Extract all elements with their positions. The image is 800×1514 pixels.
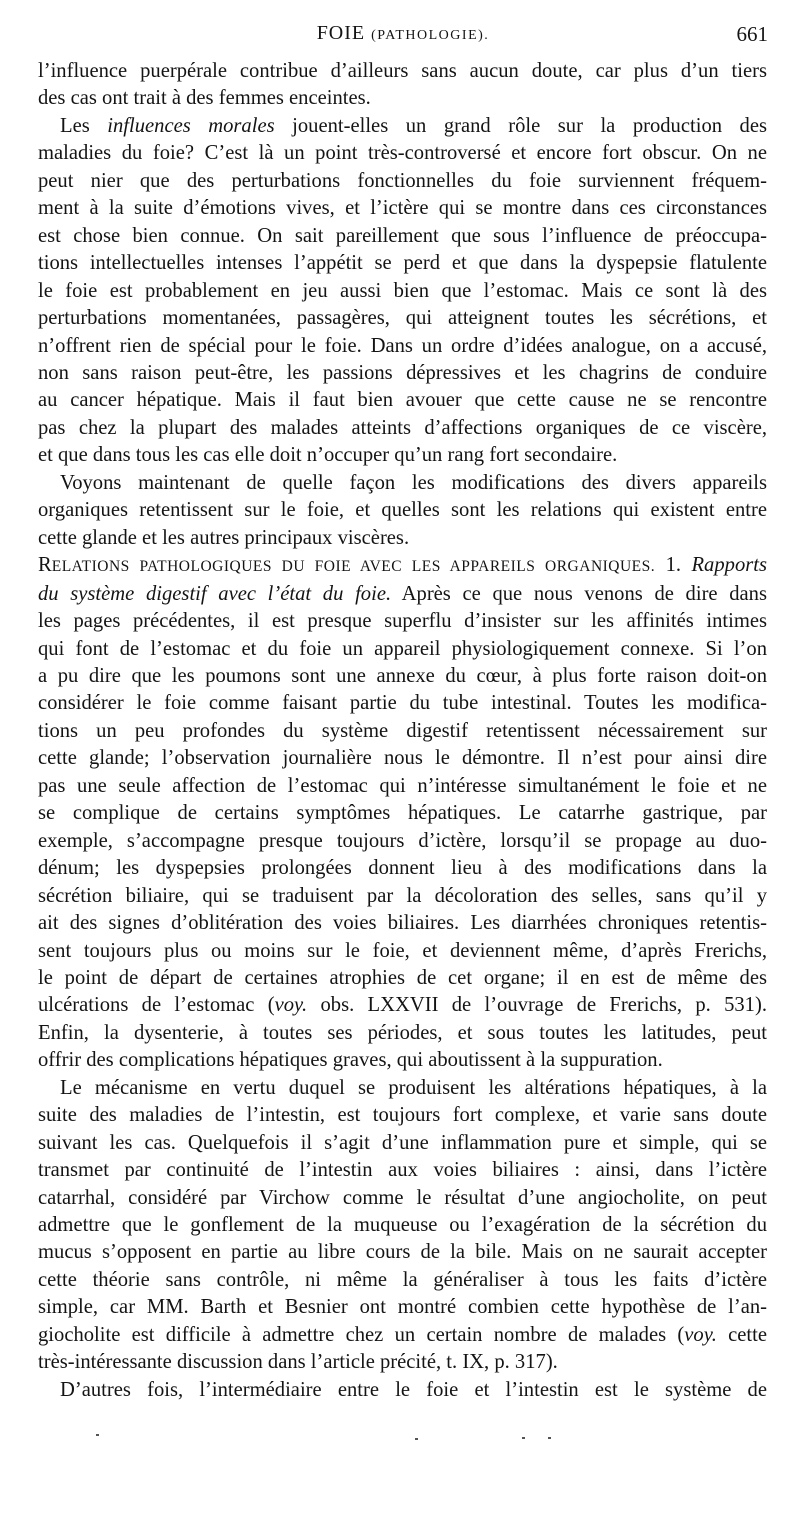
emphasis-text: influences morales [107,114,275,137]
text-line [38,1185,767,1212]
text-line [38,113,767,140]
running-title-subtitle: (PATHOLOGIE). [371,28,490,43]
line-text: n’offrent rien de spécial pour le foie. Dans un ordre d’idées analogue, on a accusé, [38,334,767,357]
text-line [38,250,767,277]
line-text: qui font de l’estomac et du foie un appareil physiologiquement connexe. Si l’on [38,637,767,660]
line-text: cette [716,1323,768,1346]
scan-speck [96,1434,99,1436]
line-text: Voyons maintenant de quelle façon les modifications des divers appareils [60,471,767,494]
page-number: 661 [736,22,768,46]
text-line [38,58,767,85]
line-text: cette glande et les autres principaux viscères. [38,526,410,549]
line-text: organiques retentissent sur le foie, et quelles sont les relations qui existent entre [38,499,767,522]
line-text: a pu dire que les poumons sont une annexe du cœur, à plus forte raison doit-on [38,664,767,687]
line-text: offrir des complications hépatiques graves, qui aboutissent à la suppuration. [38,1049,663,1072]
line-text: tions intellectuelles intenses l’appétit se perd et que dans la dyspepsie flatulente [38,252,767,275]
line-text: suivant les cas. Quelquefois il s’agit d’une inflammation pure et simple, qui se [38,1131,767,1154]
text-line [38,745,767,772]
text-line [38,1047,767,1074]
line-text: giocholite est difficile à admettre chez un certain nombre de malades ( [38,1323,685,1346]
body-text [38,58,767,1404]
line-text: catarrhal, considéré par Virchow comme le résultat d’une angiocholite, on peut [38,1186,767,1209]
line-text: simple, car MM. Barth et Besnier ont montré combien cette hypothèse de l’an- [38,1296,767,1319]
line-text: pas une seule affection de l’estomac qui n’intéresse simultanément le foie et ne [38,774,767,797]
line-text: admettre que le gonflement de la muqueuse ou l’exagération de la sécrétion du [38,1214,767,1237]
text-line [38,910,767,937]
line-text: des cas ont trait à des femmes enceintes. [38,87,371,110]
running-title [38,22,768,45]
text-line [38,525,767,552]
line-text: Enfin, la dysenterie, à toutes ses périodes, et sous toutes les latitudes, peut [38,1021,767,1044]
line-text: très-intéressante discussion dans l’article précité, t. IX, p. 317). [38,1351,558,1374]
text-line [38,965,767,992]
text-line [38,1377,767,1404]
line-text: cette théorie sans contrôle, ni même la généraliser à tous les faits d’ictère [38,1268,767,1291]
line-text: sent toujours plus ou moins sur le foie, et deviennent même, d’après Frerichs, [38,939,767,962]
text-line [38,718,767,745]
text-line [38,442,767,469]
text-line [38,1239,767,1266]
text-line [38,1212,767,1239]
emphasis-text: Rapports [691,554,767,577]
line-text: sécrétion biliaire, qui se traduisent par la décoloration des selles, sans qu’il y [38,884,767,907]
text-line [38,1020,767,1047]
line-text: considérer le foie comme faisant partie du tube intestinal. Toutes les modifica- [38,692,767,715]
line-text: obs. LXXVII de l’ouvrage de Frerichs, p. 531). [307,994,767,1017]
line-text: pas chez la plupart des malades atteints d’affections organiques de ce viscère, [38,416,767,439]
text-line [38,608,767,635]
line-text: 1. [655,554,692,577]
text-line [38,773,767,800]
text-line [38,415,767,442]
text-line [38,1157,767,1184]
section-heading-initial: R [38,554,52,577]
text-line [38,992,767,1019]
text-line [38,470,767,497]
line-text: peut nier que des perturbations fonctionnelles du foie surviennent fréquem- [38,169,767,192]
line-text: exemple, s’accompagne presque toujours d’ictère, lorsqu’il se propage au duo- [38,829,767,852]
running-header [38,22,768,50]
text-line [38,1075,767,1102]
text-line [38,140,767,167]
line-text: Les [60,114,108,137]
line-text: et que dans tous les cas elle doit n’occuper qu’un rang fort secondaire. [38,444,618,467]
text-line [38,938,767,965]
line-text: le foie est probablement en jeu aussi bien que l’estomac. Mais ce sont là des [38,279,767,302]
text-line [38,855,767,882]
text-line [38,883,767,910]
text-line [38,278,767,305]
line-text: Le mécanisme en vertu duquel se produisent les altérations hépatiques, à la [60,1076,767,1099]
text-line [38,223,767,250]
section-heading: ELATIONS PATHOLOGIQUES DU FOIE AVEC LES APPAREILS ORGANIQUES. [51,558,656,576]
line-text: les pages précédentes, il est presque superflu d’insister sur les affinités intimes [38,610,767,633]
text-line [38,195,767,222]
text-line [38,1349,767,1376]
text-line [38,360,767,387]
line-text: l’influence puerpérale contribue d’ailleurs sans aucun doute, car plus d’un tiers [38,60,767,82]
text-line [38,168,767,195]
line-text: ment à la suite d’émotions vives, et l’ictère qui se montre dans ces circonstances [38,197,767,220]
line-text: cette glande; l’observation journalière nous le démontre. Il n’est pour ainsi dire [38,747,767,770]
text-line [38,1102,767,1129]
text-line [38,305,767,332]
line-text: le point de départ de certaines atrophies de cet organe; il en est de même des [38,966,767,989]
scan-marks [0,1430,800,1450]
line-text: ait des signes d’oblitération des voies biliaires. Les diarrhées chroniques retentis- [38,912,767,935]
emphasis-text: du système digestif avec l’état du foie. [38,582,392,605]
line-text: dénum; les dyspepsies prolongées donnent lieu à des modifications dans la [38,857,767,880]
line-text: ulcérations de l’estomac ( [38,994,275,1017]
text-line [38,497,767,524]
text-line [38,1294,767,1321]
text-line [38,333,767,360]
line-text: D’autres fois, l’intermédiaire entre le foie et l’intestin est le système de [60,1378,767,1401]
scan-speck [522,1437,525,1439]
line-text: au cancer hépatique. Mais il faut bien avouer que cette cause ne se rencontre [38,389,767,412]
text-line [38,636,767,663]
text-line [38,663,767,690]
running-title-main: FOIE [316,22,366,44]
line-text: maladies du foie? C’est là un point très-controversé et encore fort obscur. On ne [38,142,767,165]
text-line [38,552,767,580]
line-text: jouent-elles un grand rôle sur la production des [274,114,768,137]
scan-speck [415,1438,418,1440]
text-line [38,1322,767,1349]
emphasis-text: voy. [274,994,308,1017]
text-line [38,690,767,717]
text-line [38,581,767,608]
scan-speck [548,1437,551,1439]
text-line [38,828,767,855]
line-text: Après ce que nous venons de dire dans [391,582,767,605]
line-text: se complique de certains symptômes hépatiques. Le catarrhe gastrique, par [38,802,767,825]
line-text: mucus s’opposent en partie au libre cours de la bile. Mais on ne saurait accepter [38,1241,767,1264]
line-text: est chose bien connue. On sait pareillement que sous l’influence de préoccupa- [38,224,767,247]
text-line [38,1130,767,1157]
text-line [38,85,767,112]
line-text: non sans raison peut-être, les passions dépressives et les chagrins de conduire [38,361,767,384]
line-text: perturbations momentanées, passagères, qui atteignent toutes les sécrétions, et [38,307,767,330]
text-line [38,1267,767,1294]
line-text: suite des maladies de l’intestin, est toujours fort complexe, et varie sans doute [38,1104,767,1127]
text-line [38,387,767,414]
text-line [38,800,767,827]
line-text: transmet par continuité de l’intestin aux voies biliaires : ainsi, dans l’ictère [38,1159,767,1182]
emphasis-text: voy. [684,1323,717,1346]
line-text: tions un peu profondes du système digestif retentissent nécessairement sur [38,719,767,742]
